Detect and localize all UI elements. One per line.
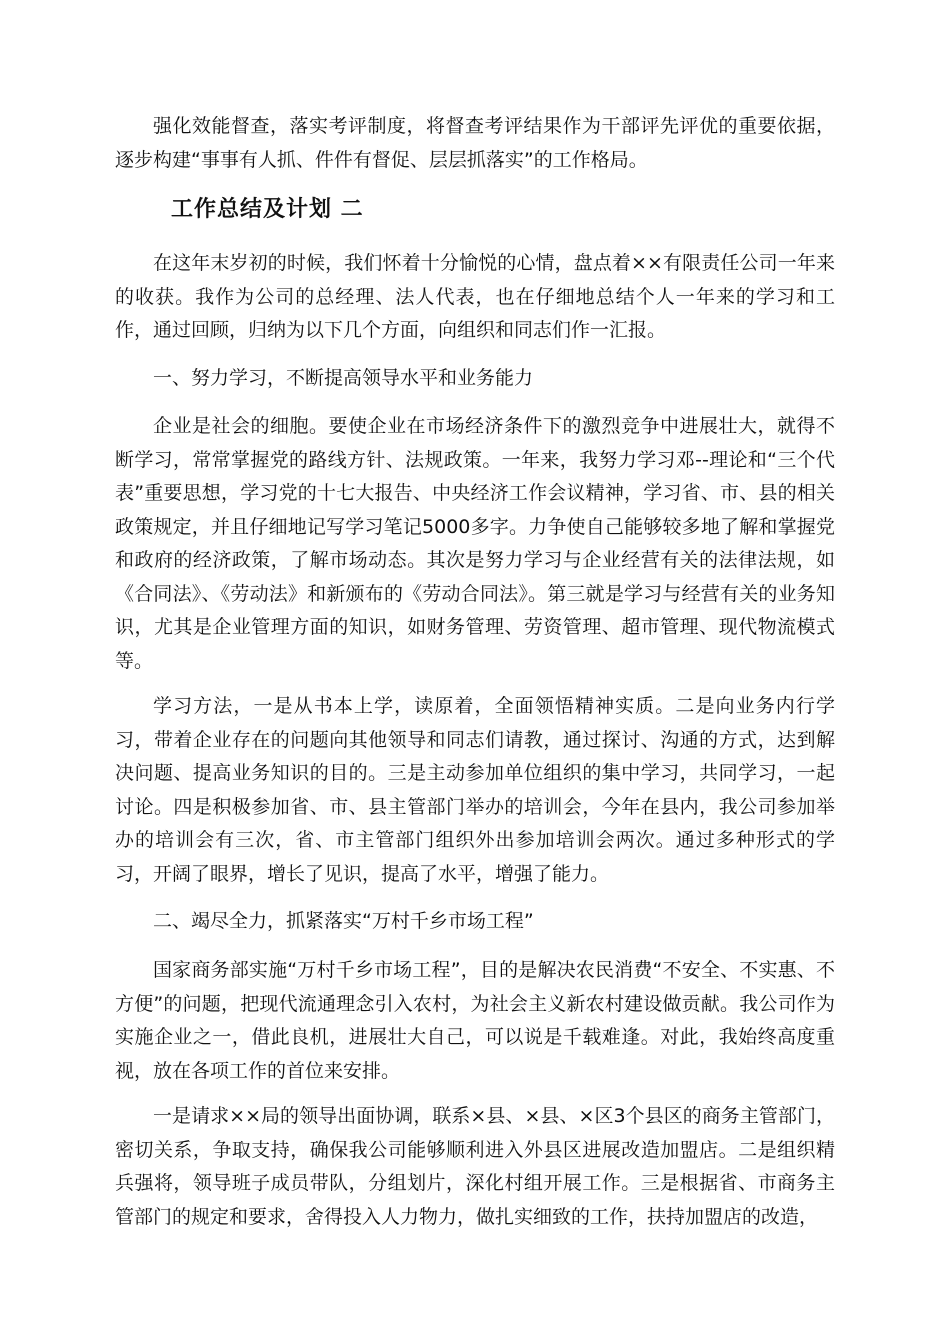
paragraph-study-methods: 学习方法，一是从书本上学，读原着，全面领悟精神实质。二是向业务内行学习，带着企业存在的问题向其他领导和同志们请教，通过探讨、沟通的方式，达到解决问题、提高业务知识的目的。三是主动参加单位组织的集中学习，共同学习，一起讨论。四是积极参加省、市、县主管部门举办的培训会，今年在县内，我公司参加举办的培训会有三次，省、市主管部门组织外出参加培训会两次。通过多种形式的学习，开阔了眼界，增长了见识，提高了水平，增强了能力。 (115, 695, 835, 885)
section-heading: 工作总结及计划 二 (171, 197, 364, 222)
paragraph-study: 企业是社会的细胞。要使企业在市场经济条件下的激烈竞争中进展壮大，就得不断学习，常常掌握党的路线方针、法规政策。一年来，我努力学习邓--理论和“三个代表”重要思想，学习党的十七大报告、中央经济工作会议精神，学习省、市、县的相关政策规定，并且仔细地记写学习笔记5000多字。力争使自己能够较多地了解和掌握党和政府的经济政策，了解市场动态。其次是努力学习与企业经营有关的法律法规，如《合同法》、《劳动法》和新颁布的《劳动合同法》。第三就是学习与经营有关的业务知识，尤其是企业管理方面的知识，如财务管理、劳资管理、超市管理、现代物流模式等。 (115, 415, 835, 672)
subheading-two: 二、竭尽全力，抓紧落实“万村千乡市场工程” (153, 910, 534, 932)
paragraph-intro: 强化效能督查，落实考评制度，将督查考评结果作为干部评先评优的重要依据，逐步构建“事事有人抓、件件有督促、层层抓落实”的工作格局。 (115, 115, 835, 171)
paragraph-market-project: 国家商务部实施“万村千乡市场工程”，目的是解决农民消费“不安全、不实惠、不方便”的问题，把现代流通理念引入农村，为社会主义新农村建设做贡献。我公司作为实施企业之一，借此良机，进展壮大自己，可以说是千载难逢。对此，我始终高度重视，放在各项工作的首位来安排。 (115, 959, 835, 1082)
subheading-one: 一、努力学习，不断提高领导水平和业务能力 (153, 367, 534, 389)
paragraph-opening: 在这年末岁初的时候，我们怀着十分愉悦的心情，盘点着××有限责任公司一年来的收获。我作为公司的总经理、法人代表，也在仔细地总结个人一年来的学习和工作，通过回顾，归纳为以下几个方面，向组织和同志们作一汇报。 (115, 252, 835, 341)
paragraph-measures: 一是请求××局的领导出面协调，联系×县、×县、×区3个县区的商务主管部门，密切关系，争取支持，确保我公司能够顺利进入外县区进展改造加盟店。二是组织精兵强将，领导班子成员带队，分组划片，深化村组开展工作。三是根据省、市商务主管部门的规定和要求，舍得投入人力物力，做扎实细致的工作，扶持加盟店的改造， (115, 1105, 835, 1228)
